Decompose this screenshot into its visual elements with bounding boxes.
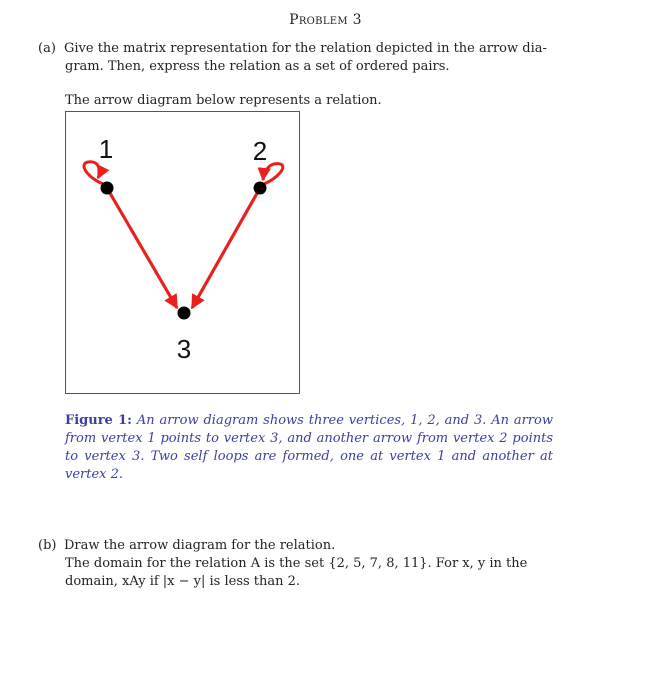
self-loop-2	[263, 164, 283, 184]
vertex-3	[178, 307, 191, 320]
part-a	[38, 40, 558, 76]
figure-intro: The arrow diagram below represents a relation.	[65, 93, 382, 108]
part-a-text-line1: Give the matrix representation for the relation depicted in the arrow dia-	[64, 41, 547, 56]
arrow-diagram	[66, 112, 299, 393]
problem-title: Problem 3	[289, 12, 362, 28]
part-b	[38, 537, 558, 591]
arrow-diagram-figure	[65, 111, 300, 394]
vertex-label-1: 1	[98, 134, 114, 164]
vertex-1	[101, 182, 114, 195]
vertex-2	[254, 182, 267, 195]
edge-1-to-3	[107, 188, 177, 308]
figure-caption	[65, 412, 553, 484]
part-a-label: (a)	[38, 41, 56, 56]
part-b-line2: The domain for the relation A is the set {2, 5, 7, 8, 11}. For x, y in the	[65, 556, 528, 571]
caption-head: Figure 1:	[65, 413, 132, 428]
self-loop-1	[84, 162, 103, 184]
caption-body: An arrow diagram shows three vertices, 1, 2, and 3. An arrow from vertex 1 points to vertex 3, and another arrow from vertex 2 points to vertex 3. Two self loops are formed, one at vertex 1 and another at vertex 2.	[65, 413, 553, 482]
edge-2-to-3	[192, 188, 260, 308]
part-b-label: (b)	[38, 538, 57, 553]
part-b-line3: domain, xAy if |x − y| is less than 2.	[65, 574, 301, 589]
part-b-line1: Draw the arrow diagram for the relation.	[64, 538, 336, 553]
part-a-text-line2: gram. Then, express the relation as a set of ordered pairs.	[65, 59, 450, 74]
vertex-label-2: 2	[252, 136, 268, 166]
vertex-label-3: 3	[176, 334, 192, 364]
